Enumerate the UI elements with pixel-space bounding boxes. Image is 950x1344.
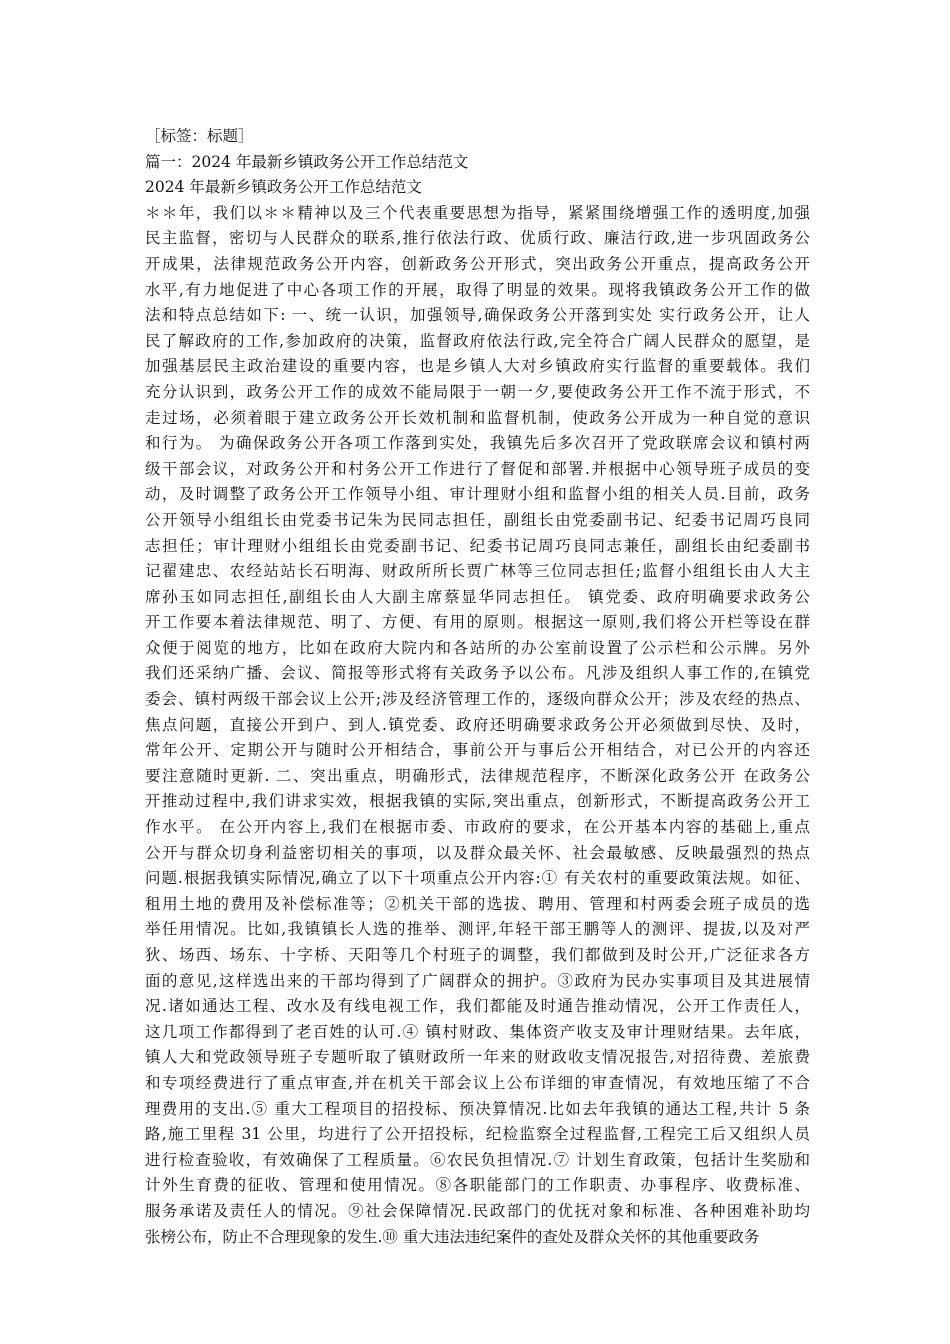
body-line: 公开领导小组组长由党委书记朱为民同志担任，副组长由党委副书记、纪委书记周巧良同 [145,510,810,529]
body-line: 开成果，法律规范政务公开内容，创新政务公开形式，突出政务公开重点，提高政务公开 [145,254,810,273]
body-line: 民了解政府的工作,参加政府的决策，监督政府依法行政,完全符合广阔人民群众的愿望，是 [145,331,810,350]
body-line: 级干部会议，对政务公开和村务公开工作进行了督促和部署.并根据中心领导班子成员的变 [145,459,810,478]
body-line: 开推动过程中,我们讲求实效，根据我镇的实际,突出重点，创新形式，不断提高政务公开工 [145,792,810,811]
body-line: 我们还采纳广播、会议、简报等形式将有关政务予以公布。凡涉及组织人事工作的,在镇党 [145,664,810,683]
body-line: 委会、镇村两级干部会议上公开;涉及经济管理工作的，逐级向群众公开；涉及农经的热点、 [145,690,810,709]
body-line: 举任用情况。比如,我镇镇长人选的推举、测评,年轻干部王鹏等人的测评、提拔,以及对严 [145,920,810,939]
body-line: ＊＊年，我们以＊＊精神以及三个代表重要思想为指导，紧紧围绕增强工作的透明度,加强 [145,203,810,222]
body-line: 问题.根据我镇实际情况,确立了以下十项重点公开内容:① 有关农村的重要政策法规。如征、 [145,869,810,888]
document-page [145,124,810,1250]
body-line: 走过场，必须着眼于建立政务公开长效机制和监督机制，使政务公开成为一种自觉的意识 [145,408,810,427]
body-line: 面的意见,这样选出来的干部均得到了广阔群众的拥护。③政府为民办实事项目及其进展情 [145,971,810,990]
body-line: 常年公开、定期公开与随时公开相结合，事前公开与事后公开相结合，对已公开的内容还 [145,741,810,760]
body-line: 记翟建忠、农经站站长石明海、财政所所长贾广林等三位同志担任;监督小组组长由人大主 [145,562,810,581]
body-line: 和专项经费进行了重点审查,并在机关干部会议上公布详细的审查情况，有效地压缩了不合 [145,1073,810,1092]
body-line: 况.诸如通达工程、改水及有线电视工作，我们都能及时通告推动情况，公开工作责任人， [145,997,810,1016]
body-line: 充分认识到，政务公开工作的成效不能局限于一朝一夕,要使政务公开工作不流于形式，不 [145,382,810,401]
heading-article-one: 篇一：2024 年最新乡镇政务公开工作总结范文 [145,152,469,171]
body-line: 水平,有力地促进了中心各项工作的开展，取得了明显的效果。现将我镇政务公开工作的做 [145,280,810,299]
body-line: 要注意随时更新. 二、突出重点，明确形式，法律规范程序，不断深化政务公开 在政务公 [145,766,810,785]
body-line: 这几项工作都得到了老百姓的认可.④ 镇村财政、集体资产收支及审计理财结果。去年底， [145,1022,810,1041]
body-line: 镇人大和党政领导班子专题听取了镇财政所一年来的财政收支情况报告,对招待费、差旅费 [145,1048,810,1067]
body-line: 公开与群众切身利益密切相关的事项，以及群众最关怀、社会最敏感、反映最强烈的热点 [145,843,810,862]
heading-article-title: 2024 年最新乡镇政务公开工作总结范文 [145,178,422,197]
body-line: 理费用的支出.⑤ 重大工程项目的招投标、预决算情况.比如去年我镇的通达工程,共计 5 条 [145,1099,810,1118]
body-line: 租用土地的费用及补偿标准等；②机关干部的选拔、聘用、管理和村两委会班子成员的选 [145,894,810,913]
body-line: 法和特点总结如下: 一、统一认识，加强领导,确保政务公开落到实处 实行政务公开，让人 [145,306,810,325]
body-line: 开工作要本着法律规范、明了、方便、有用的原则。根据这一原则,我们将公开栏等设在群 [145,613,810,632]
body-line: 动，及时调整了政务公开工作领导小组、审计理财小组和监督小组的相关人员.目前，政务 [145,485,810,504]
body-line: 作水平。 在公开内容上,我们在根据市委、市政府的要求，在公开基本内容的基础上,重点 [145,818,810,837]
body-text [145,201,810,1250]
body-line: 志担任；审计理财小组组长由党委副书记、纪委书记周巧良同志兼任，副组长由纪委副书 [145,536,810,555]
body-line: 进行检查验收，有效确保了工程质量。⑥农民负担情况.⑦ 计划生育政策，包括计生奖励和 [145,1150,810,1169]
tag-line: ［标签：标题］ [145,127,254,145]
body-line: 焦点问题，直接公开到户、到人.镇党委、政府还明确要求政务公开必须做到尽快、及时， [145,715,810,734]
body-line: 路,施工里程 31 公里，均进行了公开招投标，纪检监察全过程监督,工程完工后又组织人员 [145,1125,810,1144]
body-line: 张榜公布，防止不合理现象的发生.⑩ 重大违法违纪案件的查处及群众关怀的其他重要政务 [145,1227,760,1246]
body-line: 民主监督，密切与人民群众的联系,推行依法行政、优质行政、廉洁行政,进一步巩固政务公 [145,229,810,248]
body-line: 狄、场西、场东、十字桥、天阳等几个村班子的调整，我们都做到及时公开,广泛征求各方 [145,946,810,964]
body-line: 和行为。 为确保政务公开各项工作落到实处，我镇先后多次召开了党政联席会议和镇村两 [145,434,810,453]
body-line: 席孙玉如同志担任,副组长由人大副主席蔡显华同志担任。 镇党委、政府明确要求政务公 [145,587,810,606]
body-line: 计外生育费的征收、管理和使用情况。⑧各职能部门的工作职责、办事程序、收费标准、 [145,1176,810,1195]
body-line: 众便于阅览的地方，比如在政府大院内和各站所的办公室前设置了公示栏和公示牌。另外 [145,638,810,657]
body-line: 加强基层民主政治建设的重要内容，也是乡镇人大对乡镇政府实行监督的重要载体。我们 [145,357,810,376]
body-line: 服务承诺及责任人的情况。⑨社会保障情况.民政部门的优抚对象和标准、各种困难补助均 [145,1201,810,1220]
